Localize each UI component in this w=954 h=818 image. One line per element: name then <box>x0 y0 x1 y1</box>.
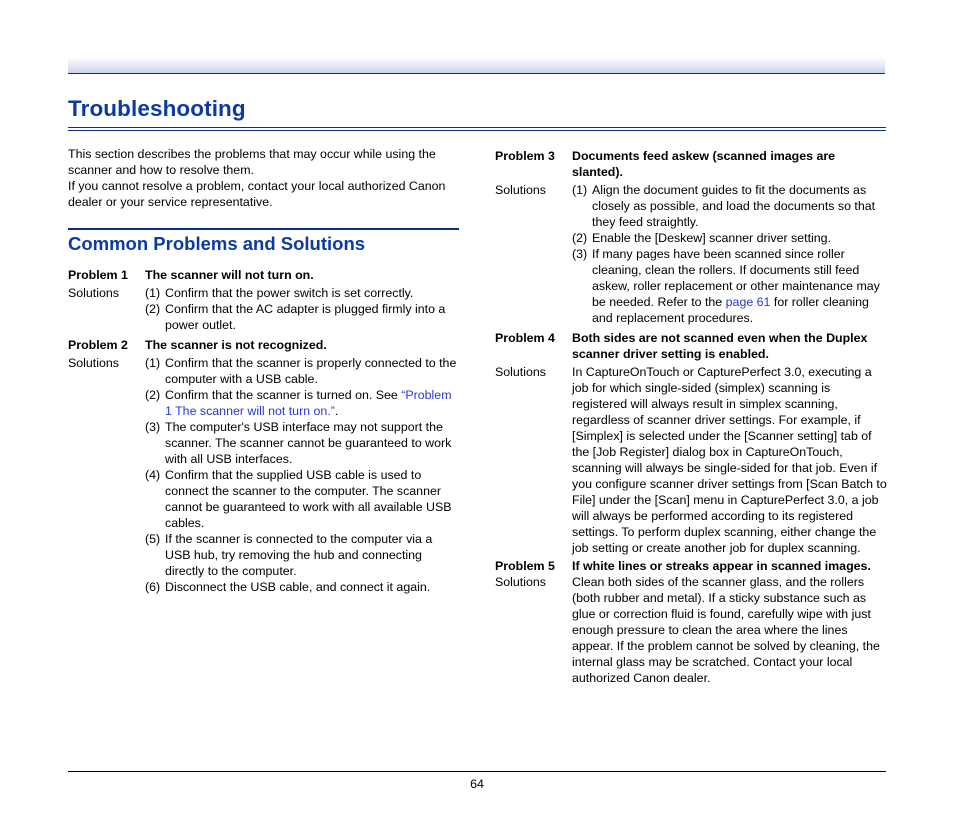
item-text-pre: If many pages have been scanned since roller cleaning, clean the rollers. If documents still feed askew, roller replacement or other maintenance may be needed. Refer to the <box>592 247 880 309</box>
item-text <box>165 387 460 419</box>
item-number: (6) <box>145 580 161 594</box>
item-number: (3) <box>572 247 588 261</box>
footer-divider <box>68 771 886 772</box>
item-number: (1) <box>572 183 588 197</box>
page-61-link[interactable]: page 61 <box>725 295 771 309</box>
solution-item <box>145 301 460 333</box>
intro-paragraph: This section describes the problems that may occur while using the scanner and how to resolve them. <box>68 147 436 177</box>
item-number: (2) <box>145 302 161 316</box>
item-text: Disconnect the USB cable, and connect it again. <box>165 580 431 594</box>
intro-paragraph: If you cannot resolve a problem, contact your local authorized Canon dealer or your service representative. <box>68 179 446 209</box>
problem-title: Documents feed askew (scanned images are slanted). <box>572 149 836 179</box>
problem-heading <box>495 148 887 180</box>
solutions-list <box>572 182 887 328</box>
solution-item <box>572 182 887 230</box>
item-text-post: . <box>334 404 339 418</box>
item-text: If the scanner is connected to the computer via a USB hub, try removing the hub and connecting directly to the computer. <box>165 532 433 578</box>
solution-item <box>145 285 460 301</box>
item-number: (1) <box>145 286 161 300</box>
problem-label: Problem 3 <box>495 149 555 163</box>
solutions-block <box>495 364 887 556</box>
solution-item <box>145 387 460 419</box>
solutions-label: Solutions <box>68 356 119 370</box>
problem-heading <box>68 337 460 353</box>
problem-heading <box>68 267 460 283</box>
header-band <box>68 57 885 74</box>
solution-item <box>145 467 460 531</box>
item-number: (5) <box>145 532 161 546</box>
problem-title: Both sides are not scanned even when the Duplex scanner driver setting is enabled. <box>572 331 868 361</box>
item-text-post: for roller cleaning and replacement procedures. <box>592 295 869 325</box>
item-number: (1) <box>145 356 161 370</box>
solutions-list <box>145 285 460 335</box>
section-divider <box>68 228 459 230</box>
problem-heading <box>495 558 887 574</box>
item-text: Confirm that the supplied USB cable is used to connect the scanner to the computer. The scanner cannot be guaranteed to work with all available USB cables. <box>165 468 452 530</box>
solution-item <box>145 531 460 579</box>
item-text: Confirm that the scanner is properly connected to the computer with a USB cable. <box>165 356 457 386</box>
item-text-pre: Confirm that the scanner is turned on. See <box>165 388 402 402</box>
problem-label: Problem 1 <box>68 268 128 282</box>
solutions-label: Solutions <box>68 286 119 300</box>
solution-text: In CaptureOnTouch or CapturePerfect 3.0, executing a job for which single-sided (simplex) scanning is registered will always result in simplex scanning, regardless of scanner driver settings. For example, if [Simplex] is selected under the [Scanner setting] tab of the [Job Register] dialog box in CaptureOnTouch, scanning will always be single-sided for that job. Even if you configure scanner driver settings from [Scan Batch to File] under the [Scan] menu in CapturePerfect 3.0, a job will always be performed according to its registered settings. To perform duplex scanning, either change the job setting or create another job for duplex scanning. <box>572 365 887 555</box>
item-text: The computer's USB interface may not support the scanner. The scanner cannot be guaranteed to work with all USB interfaces. <box>165 420 452 466</box>
problem-1-link[interactable]: “Problem 1 The scanner will not turn on.” <box>165 388 452 418</box>
solutions-block <box>68 355 460 595</box>
page-number: 64 <box>470 777 484 791</box>
solution-item <box>145 355 460 387</box>
item-number: (2) <box>145 388 161 402</box>
solutions-label: Solutions <box>495 183 546 197</box>
solutions-block <box>495 574 887 686</box>
solutions-block <box>495 182 887 328</box>
solutions-label: Solutions <box>495 575 546 589</box>
item-number: (2) <box>572 231 588 245</box>
page-title: Troubleshooting <box>68 96 246 121</box>
problem-label: Problem 5 <box>495 559 555 573</box>
title-divider <box>68 127 886 131</box>
intro-text <box>68 146 463 210</box>
solutions-list <box>145 355 460 595</box>
section-title: Common Problems and Solutions <box>68 233 366 254</box>
solutions-block <box>68 285 460 335</box>
problem-label: Problem 2 <box>68 338 128 352</box>
problem-title: The scanner will not turn on. <box>145 268 314 282</box>
solution-item <box>145 579 460 595</box>
problem-heading <box>495 330 887 362</box>
item-text: Align the document guides to fit the documents as closely as possible, and load the documents so that they feed straightly. <box>592 183 876 229</box>
item-text: Confirm that the power switch is set correctly. <box>165 286 414 300</box>
problem-title: The scanner is not recognized. <box>145 338 327 352</box>
solution-item <box>572 230 887 246</box>
item-number: (4) <box>145 468 161 482</box>
item-number: (3) <box>145 420 161 434</box>
problem-title: If white lines or streaks appear in scanned images. <box>572 559 871 573</box>
item-text <box>592 246 887 326</box>
solution-text: Clean both sides of the scanner glass, and the rollers (both rubber and metal). If a sticky substance such as glue or correction fluid is found, carefully wipe with just enough pressure to clean the area where the lines appear. If the problem cannot be solved by cleaning, the internal glass may be scratched. Contact your local authorized Canon dealer. <box>572 575 880 685</box>
solutions-label: Solutions <box>495 365 546 379</box>
left-column <box>68 265 460 595</box>
solution-item <box>572 246 887 326</box>
item-text: Enable the [Deskew] scanner driver setting. <box>592 231 831 245</box>
right-column <box>495 146 887 686</box>
problem-label: Problem 4 <box>495 331 555 345</box>
solution-item <box>145 419 460 467</box>
item-text: Confirm that the AC adapter is plugged firmly into a power outlet. <box>165 302 446 332</box>
